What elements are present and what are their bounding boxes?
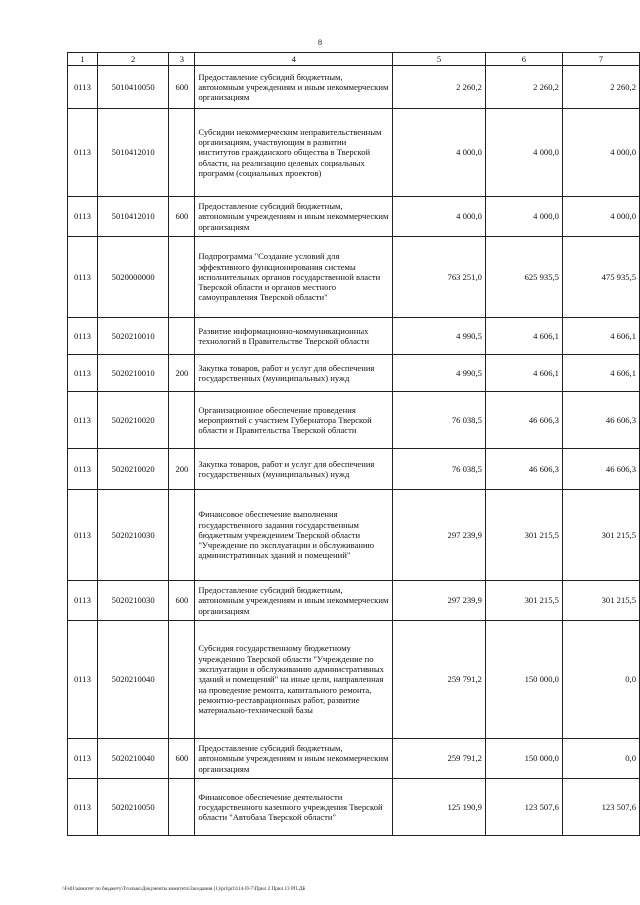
row-description: Субсидии некоммерческим неправительственным организациям, участвующим в развитии институтов гражданского общества в Тверской области, на реализацию целевых социальных программ (социальных проектов) (195, 109, 393, 197)
target-article-code: 5020210020 (97, 449, 169, 490)
amount-col5: 763 251,0 (393, 237, 486, 318)
row-description: Финансовое обеспечение выполнения государственного задания государственным бюджетным учреждением Тверской области "Учреждение по эксплуатации и обслуживанию административных зданий и помещений" (195, 490, 393, 581)
amount-col5: 259 791,2 (393, 621, 486, 739)
table-row (68, 739, 640, 779)
amount-col6: 4 000,0 (485, 109, 562, 197)
target-article-code: 5020210010 (97, 318, 169, 355)
section-code: 0113 (68, 237, 98, 318)
table-row (68, 581, 640, 621)
row-description: Финансовое обеспечение деятельности государственного казенного учреждения Тверской области "Автобаза Тверской области" (195, 779, 393, 836)
header-cell-4: 4 (195, 53, 393, 66)
amount-col5: 4 000,0 (393, 197, 486, 237)
amount-col6: 625 935,5 (485, 237, 562, 318)
amount-col7: 2 260,2 (562, 66, 639, 109)
amount-col7: 475 935,5 (562, 237, 639, 318)
amount-col5: 4 990,5 (393, 355, 486, 392)
table-row (68, 109, 640, 197)
page-number: 8 (318, 38, 322, 47)
amount-col5: 259 791,2 (393, 739, 486, 779)
section-code: 0113 (68, 449, 98, 490)
expense-type-code (169, 318, 195, 355)
amount-col7: 301 215,5 (562, 490, 639, 581)
section-code: 0113 (68, 66, 98, 109)
target-article-code: 5020210040 (97, 621, 169, 739)
target-article-code: 5010410050 (97, 66, 169, 109)
header-cell-2: 2 (97, 53, 169, 66)
table-row (68, 355, 640, 392)
amount-col5: 125 190,9 (393, 779, 486, 836)
footer-file-path: \\Fs01\комитет по бюджету\Тсолько\Документы комитета\Заседания (1)\prl\prl3\14-П-7\Прил 2 Прил 13 РП.ДБ (62, 886, 306, 892)
target-article-code: 5020210050 (97, 779, 169, 836)
section-code: 0113 (68, 581, 98, 621)
row-description: Предоставление субсидий бюджетным, автономным учреждениям и иным некоммерческим организациям (195, 66, 393, 109)
section-code: 0113 (68, 621, 98, 739)
target-article-code: 5010412010 (97, 197, 169, 237)
amount-col6: 123 507,6 (485, 779, 562, 836)
expense-type-code (169, 237, 195, 318)
expense-type-code (169, 490, 195, 581)
amount-col6: 301 215,5 (485, 581, 562, 621)
section-code: 0113 (68, 779, 98, 836)
section-code: 0113 (68, 355, 98, 392)
amount-col6: 150 000,0 (485, 621, 562, 739)
target-article-code: 5020210040 (97, 739, 169, 779)
section-code: 0113 (68, 739, 98, 779)
target-article-code: 5020210030 (97, 581, 169, 621)
section-code: 0113 (68, 318, 98, 355)
amount-col5: 76 038,5 (393, 392, 486, 449)
amount-col7: 0,0 (562, 621, 639, 739)
amount-col7: 301 215,5 (562, 581, 639, 621)
row-description: Закупка товаров, работ и услуг для обеспечения государственных (муниципальных) нужд (195, 355, 393, 392)
amount-col6: 150 000,0 (485, 739, 562, 779)
expense-type-code (169, 621, 195, 739)
amount-col6: 46 606,3 (485, 449, 562, 490)
table-row (68, 66, 640, 109)
header-cell-3: 3 (169, 53, 195, 66)
amount-col5: 2 260,2 (393, 66, 486, 109)
header-row (68, 53, 640, 66)
row-description: Предоставление субсидий бюджетным, автономным учреждениям и иным некоммерческим организациям (195, 581, 393, 621)
target-article-code: 5020210020 (97, 392, 169, 449)
row-description: Развитие информационно-коммуникационных технологий в Правительстве Тверской области (195, 318, 393, 355)
amount-col7: 4 000,0 (562, 109, 639, 197)
amount-col6: 46 606,3 (485, 392, 562, 449)
amount-col6: 4 606,1 (485, 355, 562, 392)
expense-type-code (169, 392, 195, 449)
table-row (68, 392, 640, 449)
amount-col6: 4 606,1 (485, 318, 562, 355)
header-cell-5: 5 (393, 53, 486, 66)
target-article-code: 5020000000 (97, 237, 169, 318)
expense-type-code: 600 (169, 66, 195, 109)
expense-type-code: 600 (169, 197, 195, 237)
target-article-code: 5020210010 (97, 355, 169, 392)
amount-col7: 0,0 (562, 739, 639, 779)
expense-type-code: 600 (169, 739, 195, 779)
header-cell-7: 7 (562, 53, 639, 66)
table-row (68, 449, 640, 490)
table-row (68, 621, 640, 739)
row-description: Организационное обеспечение проведения мероприятий с участием Губернатора Тверской области и Правительства Тверской области (195, 392, 393, 449)
table-row (68, 237, 640, 318)
section-code: 0113 (68, 392, 98, 449)
row-description: Субсидия государственному бюджетному учреждению Тверской области "Учреждение по эксплуатации и обслуживанию административных зданий и помещений" на иные цели, направленная на проведение ремонта, капитального ремонта, ремонтно-реставрационных работ, развитие материально-технической базы (195, 621, 393, 739)
amount-col7: 4 606,1 (562, 318, 639, 355)
amount-col6: 2 260,2 (485, 66, 562, 109)
amount-col7: 4 000,0 (562, 197, 639, 237)
amount-col7: 123 507,6 (562, 779, 639, 836)
section-code: 0113 (68, 197, 98, 237)
expense-type-code: 200 (169, 355, 195, 392)
amount-col7: 4 606,1 (562, 355, 639, 392)
row-description: Закупка товаров, работ и услуг для обеспечения государственных (муниципальных) нужд (195, 449, 393, 490)
row-description: Предоставление субсидий бюджетным, автономным учреждениям и иным некоммерческим организациям (195, 739, 393, 779)
header-cell-6: 6 (485, 53, 562, 66)
amount-col5: 297 239,9 (393, 490, 486, 581)
target-article-code: 5020210030 (97, 490, 169, 581)
expense-type-code (169, 109, 195, 197)
amount-col7: 46 606,3 (562, 449, 639, 490)
amount-col5: 76 038,5 (393, 449, 486, 490)
table-row (68, 490, 640, 581)
row-description: Предоставление субсидий бюджетным, автономным учреждениям и иным некоммерческим организациям (195, 197, 393, 237)
target-article-code: 5010412010 (97, 109, 169, 197)
budget-table (67, 52, 640, 836)
amount-col5: 297 239,9 (393, 581, 486, 621)
table-row (68, 318, 640, 355)
amount-col7: 46 606,3 (562, 392, 639, 449)
table-row (68, 779, 640, 836)
expense-type-code: 200 (169, 449, 195, 490)
header-cell-1: 1 (68, 53, 98, 66)
amount-col5: 4 000,0 (393, 109, 486, 197)
expense-type-code: 600 (169, 581, 195, 621)
amount-col6: 4 000,0 (485, 197, 562, 237)
section-code: 0113 (68, 490, 98, 581)
amount-col5: 4 990,5 (393, 318, 486, 355)
row-description: Подпрограмма "Создание условий для эффективного функционирования системы исполнительных органов государственной власти Тверской области и органов местного самоуправления Тверской области" (195, 237, 393, 318)
expense-type-code (169, 779, 195, 836)
section-code: 0113 (68, 109, 98, 197)
table-row (68, 197, 640, 237)
amount-col6: 301 215,5 (485, 490, 562, 581)
